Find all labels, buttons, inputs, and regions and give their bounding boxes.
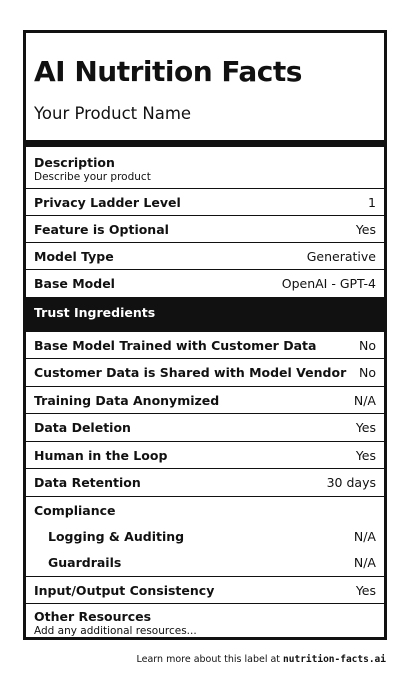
fact-label: Model Type bbox=[34, 248, 114, 264]
fact-label: Privacy Ladder Level bbox=[34, 194, 181, 210]
trust-value: 30 days bbox=[326, 475, 376, 490]
footer-note bbox=[137, 654, 387, 665]
description-row bbox=[34, 153, 376, 171]
fact-value: Generative bbox=[306, 248, 376, 264]
trust-value: Yes bbox=[355, 447, 376, 463]
trust-row-anonymized bbox=[34, 387, 376, 413]
fact-value: 1 bbox=[368, 194, 376, 210]
compliance-item-label: Guardrails bbox=[48, 554, 122, 570]
trust-value: N/A bbox=[353, 392, 376, 408]
divider bbox=[26, 603, 384, 604]
trust-row-data-shared bbox=[34, 359, 376, 386]
compliance-item-value: N/A bbox=[353, 528, 376, 544]
trust-label: Customer Data is Shared with Model Vendor bbox=[34, 365, 347, 380]
description-label: Description bbox=[34, 154, 115, 170]
trust-label: Human in the Loop bbox=[34, 447, 168, 463]
heavy-divider bbox=[26, 140, 384, 147]
fact-value: OpenAI - GPT-4 bbox=[281, 275, 376, 291]
trust-label: Data Retention bbox=[34, 475, 141, 490]
trust-value: No bbox=[359, 337, 376, 353]
resources-text: Add any additional resources... bbox=[34, 625, 197, 637]
trust-row-data-deletion bbox=[34, 414, 376, 441]
compliance-row bbox=[34, 497, 376, 523]
trust-label: Training Data Anonymized bbox=[34, 392, 220, 408]
footer-text: Learn more about this label at bbox=[136, 654, 284, 665]
product-name: Your Product Name bbox=[34, 104, 192, 123]
fact-row-privacy-ladder bbox=[34, 189, 376, 215]
fact-label: Base Model bbox=[34, 275, 115, 291]
description-text: Describe your product bbox=[34, 171, 151, 183]
trust-ingredients-heading: Trust Ingredients bbox=[34, 305, 156, 320]
fact-row-model-type bbox=[34, 243, 376, 269]
consistency-value: Yes bbox=[355, 582, 376, 598]
trust-label: Base Model Trained with Customer Data bbox=[34, 337, 317, 353]
compliance-item-value: N/A bbox=[353, 554, 376, 570]
resources-row bbox=[34, 607, 376, 625]
trust-ingredients-band bbox=[26, 297, 384, 329]
consistency-label: Input/Output Consistency bbox=[34, 582, 215, 598]
compliance-row-guardrails bbox=[34, 549, 376, 575]
consistency-row bbox=[34, 577, 376, 603]
fact-row-base-model bbox=[34, 270, 376, 296]
fact-label: Feature is Optional bbox=[34, 221, 169, 237]
trust-value: No bbox=[359, 365, 376, 380]
trust-label: Data Deletion bbox=[34, 420, 131, 435]
compliance-label: Compliance bbox=[34, 502, 116, 518]
footer-site-link[interactable]: nutrition-facts.ai bbox=[283, 654, 386, 665]
compliance-row-logging bbox=[34, 523, 376, 549]
fact-row-feature-optional bbox=[34, 216, 376, 242]
label-title: AI Nutrition Facts bbox=[34, 55, 302, 88]
nutrition-label bbox=[23, 30, 387, 640]
resources-label: Other Resources bbox=[34, 608, 152, 624]
trust-value: Yes bbox=[355, 420, 376, 435]
trust-row-human-in-loop bbox=[34, 442, 376, 468]
trust-row-data-retention bbox=[34, 469, 376, 496]
compliance-item-label: Logging & Auditing bbox=[48, 528, 185, 544]
trust-row-base-model-trained bbox=[34, 332, 376, 358]
fact-value: Yes bbox=[355, 221, 376, 237]
